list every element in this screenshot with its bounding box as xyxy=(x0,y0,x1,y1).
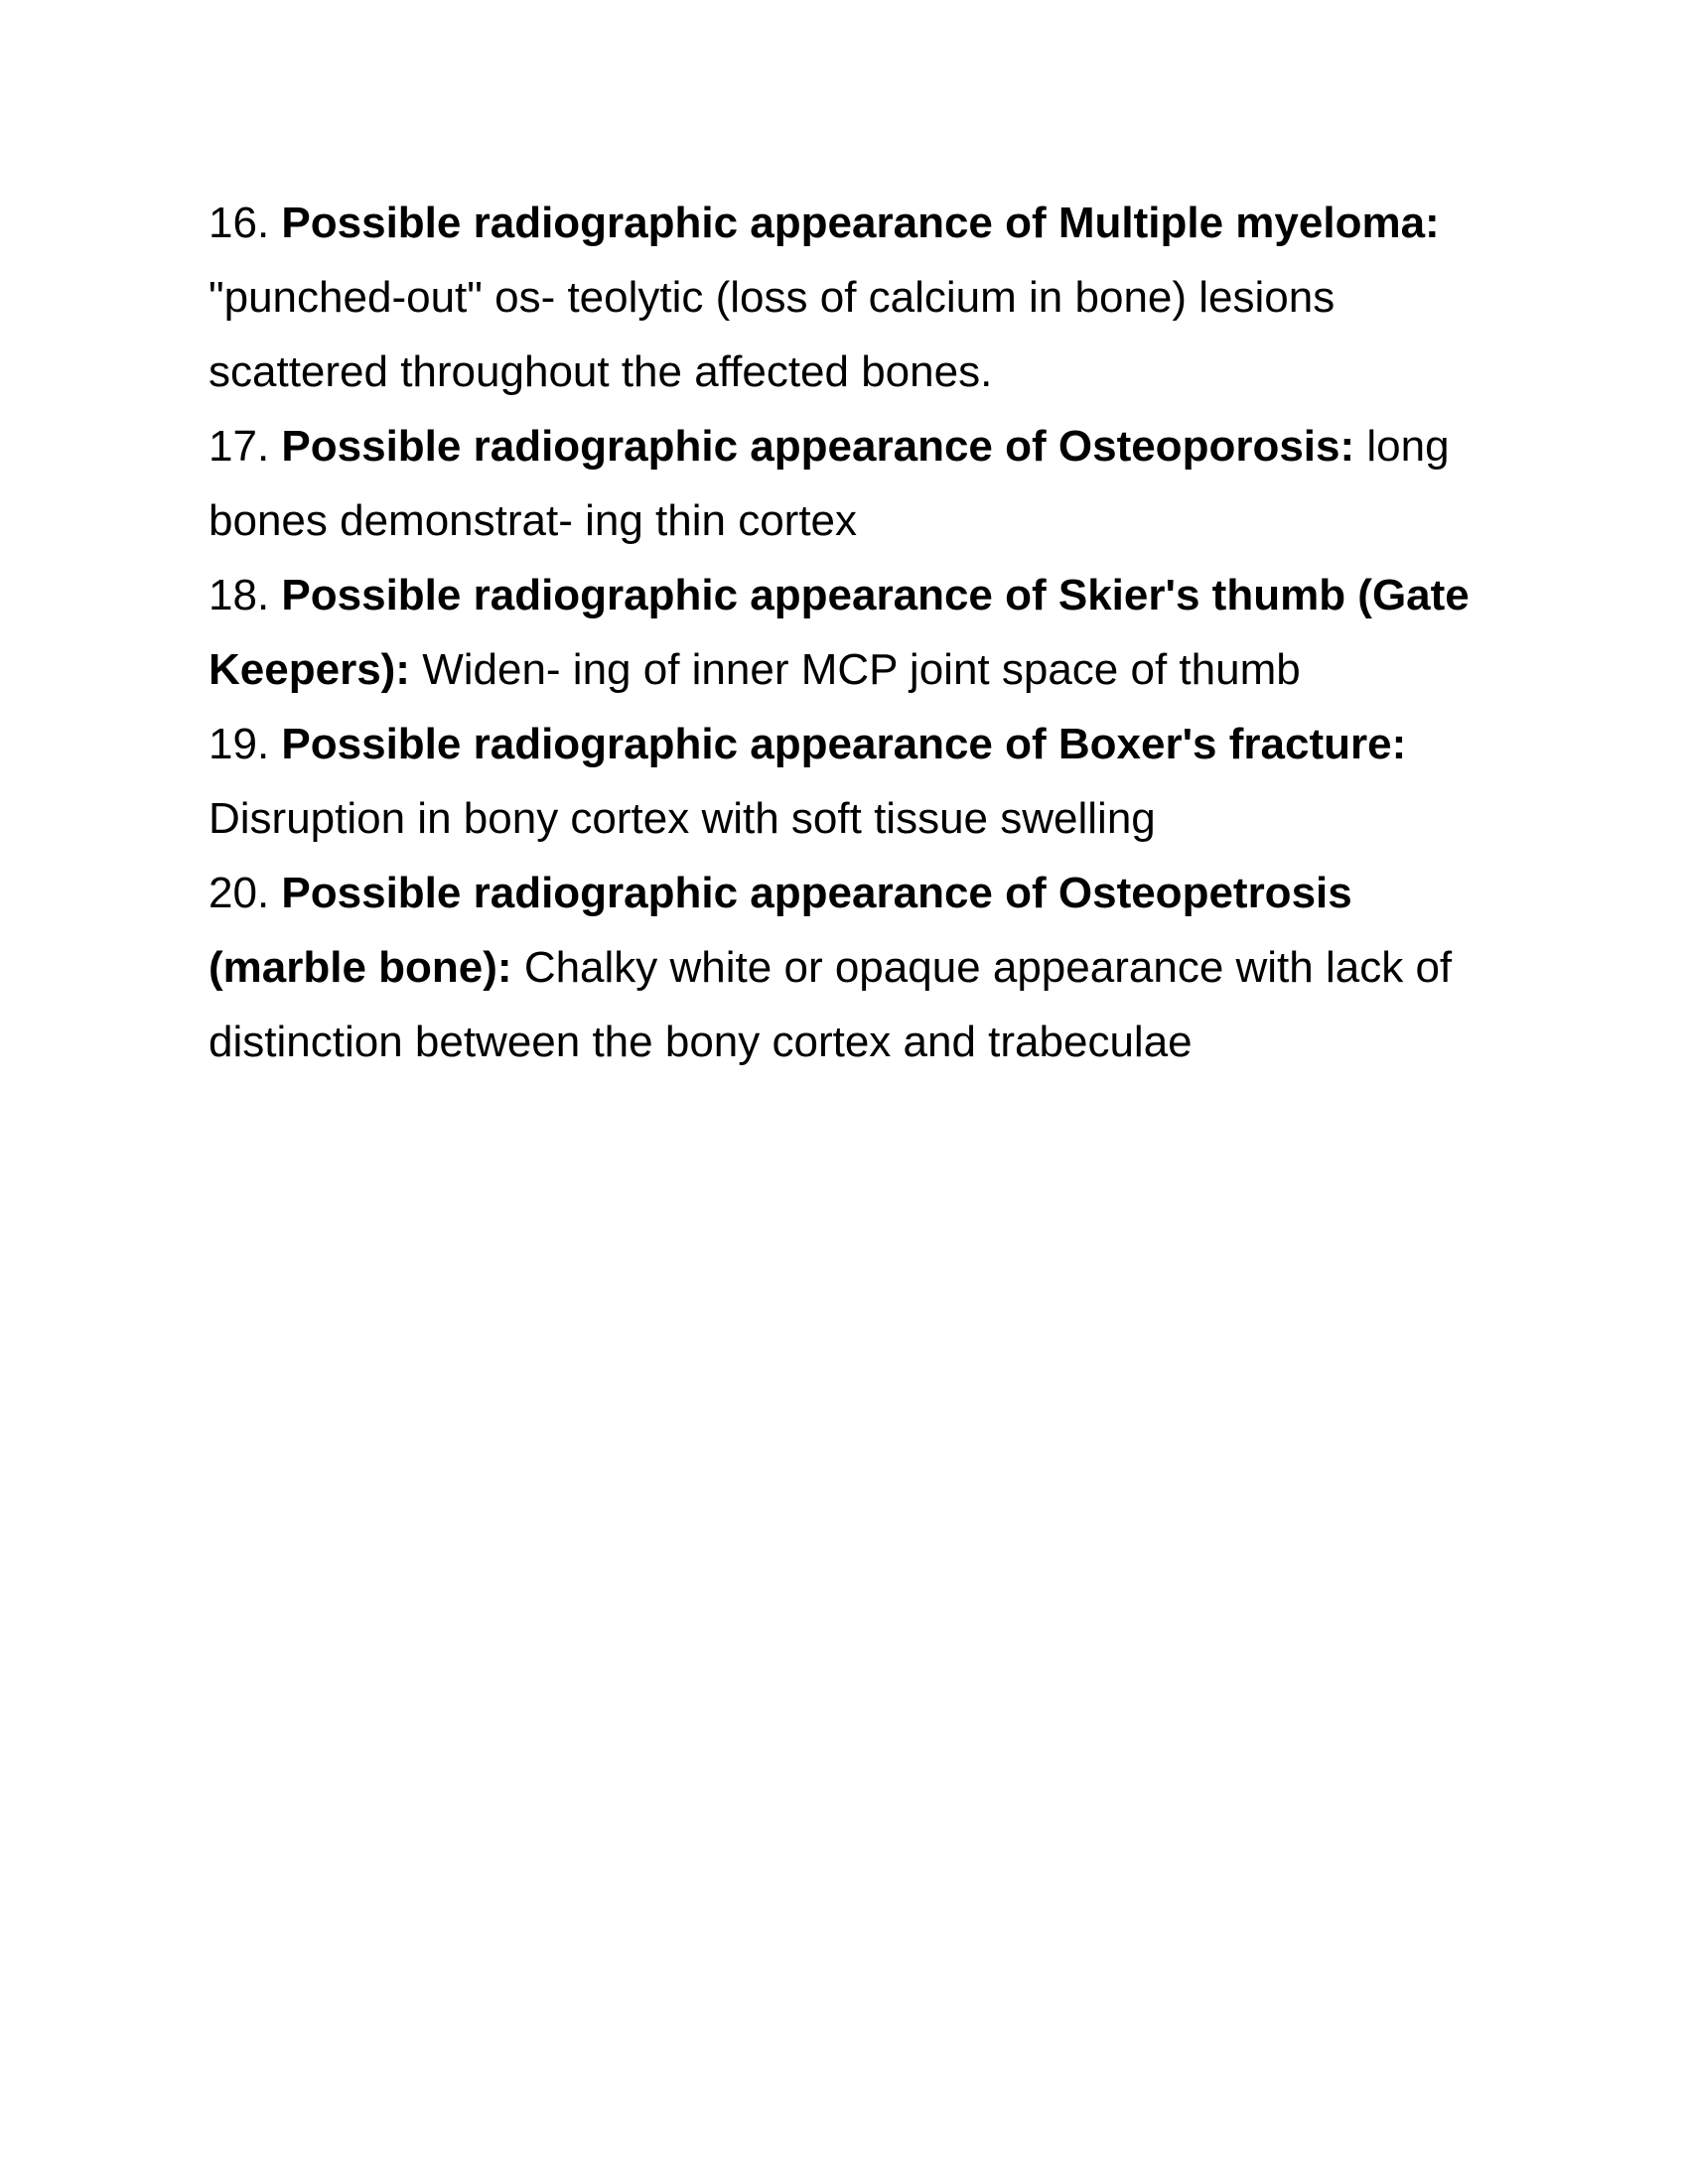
item-term: Possible radiographic appearance of Skier's thumb (Gate Keepers): xyxy=(209,571,1470,694)
list-item xyxy=(209,856,1489,1079)
item-definition: long bones demonstrat- ing thin cortex xyxy=(209,422,1450,545)
item-number: 16. xyxy=(209,199,270,247)
item-term: Possible radiographic appearance of Multiple myeloma: xyxy=(281,199,1440,247)
item-number: 18. xyxy=(209,571,270,619)
numbered-list xyxy=(209,186,1489,1079)
item-term: Possible radiographic appearance of Boxer's fracture: xyxy=(281,720,1407,768)
item-definition: Widen- ing of inner MCP joint space of thumb xyxy=(422,645,1301,694)
item-definition: Disruption in bony cortex with soft tissue swelling xyxy=(209,794,1156,843)
list-item xyxy=(209,558,1489,707)
list-item xyxy=(209,707,1489,856)
item-number: 19. xyxy=(209,720,270,768)
item-number: 17. xyxy=(209,422,270,471)
item-definition: "punched-out" os- teolytic (loss of calcium in bone) lesions scattered throughout the affected bones. xyxy=(209,273,1336,396)
item-term: Possible radiographic appearance of Osteopetrosis (marble bone): xyxy=(209,869,1352,992)
list-item xyxy=(209,186,1489,409)
item-definition: Chalky white or opaque appearance with lack of distinction between the bony cortex and trabeculae xyxy=(209,943,1453,1066)
item-term: Possible radiographic appearance of Osteoporosis: xyxy=(281,422,1355,471)
list-item xyxy=(209,409,1489,558)
item-number: 20. xyxy=(209,869,270,917)
